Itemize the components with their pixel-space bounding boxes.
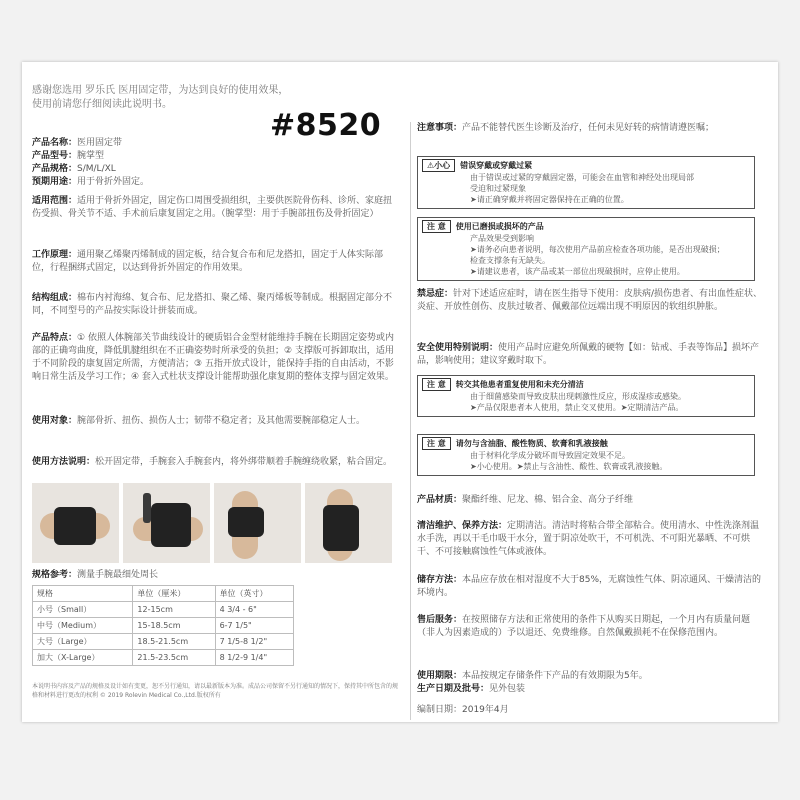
size-ref-value: 测量手腕最细处周长 — [77, 570, 159, 580]
size-ref-label: 规格参考： — [32, 570, 78, 580]
compiled-date: 编制日期：2019年4月 — [417, 705, 509, 715]
product-name-label: 产品名称： — [32, 138, 78, 148]
table-row — [33, 602, 294, 618]
size-table — [32, 585, 294, 666]
notice-tag: 注 意 — [422, 378, 451, 391]
cleaning-label: 清洁维护、保养方法： — [417, 521, 508, 531]
scope-value: 适用于骨折外固定，固定伤口周围受损组织，主要供医院骨伤科、诊所、家庭扭伤受损、骨关节不适、手术前后康复固定之用。（腕掌型：用于手腕部扭伤及骨折固定） — [32, 196, 393, 219]
caution-box-line: ➤请务必向患者说明，每次使用产品前应检查各项功能，是否出现破损； — [470, 245, 725, 254]
caution-box-4 — [417, 434, 755, 476]
caution-box-line: 产品效果受到影响 — [470, 234, 534, 243]
expiry-value: 本品按规定存储条件下产品的有效期限为5年。 — [462, 671, 648, 681]
caution-box-3 — [417, 375, 755, 417]
size-cell: 12-15cm — [133, 602, 215, 618]
size-cell: 4 3/4 - 6" — [215, 602, 293, 618]
caution-box-line: 由于错误或过紧的穿戴固定器，可能会在血管和神经处出现局部 — [470, 173, 694, 182]
size-cell: 小号（Small） — [33, 602, 133, 618]
intro-line-1: 感谢您选用 罗乐氏 医用固定带，为达到良好的使用效果， — [32, 85, 289, 96]
caution-box-title: 转交其他患者重复使用和未充分清洁 — [455, 380, 584, 389]
usage-photo-2 — [123, 483, 210, 563]
principle-value: 通用聚乙烯聚丙烯制成的固定板，结合复合布和尼龙搭扣，固定于人体实际部位，行程捆绑式固定，以达到骨折外固定的作用效果。 — [32, 250, 384, 273]
column-divider — [410, 122, 411, 720]
model-number: #8520 — [270, 108, 382, 143]
caution-box-line: 由于材料化学成分破坏而导致固定效果不足。 — [470, 451, 630, 460]
cleaning-section — [417, 520, 767, 559]
storage-value: 本品应存放在相对湿度不大于85%，无腐蚀性气体、阴凉通风、干燥清洁的环境内。 — [417, 575, 762, 598]
size-table-header — [33, 586, 294, 602]
after-sales-section — [417, 614, 767, 640]
safety-value: 使用产品时应避免所佩戴的硬物【如：钻戒、手表等饰品】损坏产品，影响使用；建议穿戴时取下。 — [417, 343, 760, 366]
after-sales-value: 在按照储存方法和正常使用的条件下从购买日期起，一个月内有质量问题（非人为因素造成的）予以退还、免费维修。自然佩戴损耗不在保修范围内。 — [417, 615, 751, 638]
size-cell: 6-7 1/5" — [215, 618, 293, 634]
expiry-section — [417, 670, 767, 696]
caution-box-line: ➤小心使用。➤禁止与含油性、酸性、软膏或乳液接触。 — [470, 462, 668, 471]
method-section — [32, 456, 394, 469]
features-label: 产品特点： — [32, 333, 78, 343]
footnote: 本说明书内容及产品的规格及设计如有变更，恕不另行通知，请以最新版本为准。成品公司保留不另行通知的情况下，保持其中所包含的规格和材料进行更改的权利 © 2019 Rolevin Medical Co.,Ltd.版权所有 — [32, 683, 399, 699]
intended-use-value: 用于骨折外固定。 — [77, 177, 150, 187]
structure-label: 结构组成： — [32, 293, 78, 303]
caution-box-title: 使用已磨损或损坏的产品 — [455, 222, 544, 231]
product-type-value: 腕掌型 — [77, 151, 105, 161]
material-value: 聚酯纤维、尼龙、棉、铝合金、高分子纤维 — [462, 495, 634, 505]
product-spec-value: S/M/L/XL — [77, 164, 116, 174]
caution-tag: ⚠小心 — [422, 159, 455, 172]
storage-label: 储存方法： — [417, 575, 463, 585]
features-value: ① 依照人体腕部关节曲线设计的硬质铝合金型材能维持手腕在长期固定姿势或内部的正确弯曲度，降低肌腱组织在不正确姿势时所承受的负担；② 支撑版可拆卸取出，适用于不同阶段的康复固定所需，方便清洁；③ 五指开放式设计，能保持手指的自由活动，不影响日常生活及学习工作；④ 套入式杜状支撑设计能帮助强化康复期的整体支撑与固定效果。 — [32, 333, 394, 382]
table-row — [33, 618, 294, 634]
scope-label: 适用范围： — [32, 196, 78, 206]
usage-photo-1 — [32, 483, 119, 563]
safety-label: 安全使用特别说明： — [417, 343, 499, 353]
size-cell: 加大（X-Large） — [33, 650, 133, 666]
cleaning-value: 定期清洁。清洁时将粘合带全部粘合。使用清水、中性洗涤剂温水手洗，再以干毛巾吸干水分，置于阴凉处吹干，不可机洗、不可阳光暴晒、不可烘干、不可接触腐蚀性气体或液体。 — [417, 521, 760, 557]
cautions-value: 产品不能替代医生诊断及治疗，任何未见好转的病情请遵医嘱； — [462, 123, 715, 133]
product-spec-label: 产品规格： — [32, 164, 78, 174]
product-type-label: 产品型号： — [32, 151, 78, 161]
material-section — [417, 494, 767, 507]
table-row — [33, 650, 294, 666]
caution-box-2 — [417, 217, 755, 281]
size-header-cell: 单位（厘米） — [133, 586, 215, 602]
scope-section — [32, 195, 394, 221]
caution-box-line: 由于细菌感染而导致皮肤出现刺激性反应，形成湿疹或感染。 — [470, 392, 686, 401]
contra-value: 针对下述适应症时，请在医生指导下使用：皮肤病/损伤患者、有出血性症状、炎症、开放性创伤、皮肤过敏者、佩戴部位远端出现不明原因的软组织肿胀。 — [417, 289, 763, 312]
after-sales-label: 售后服务： — [417, 615, 463, 625]
structure-value: 棉布内衬海绵、复合布、尼龙搭扣、聚乙烯、聚丙烯板等制成。根据固定部分不同，不同型号的产品按实际设计拼装而成。 — [32, 293, 393, 316]
caution-box-line: ➤请建议患者，该产品或某一部位出现破损时，应停止使用。 — [470, 267, 685, 276]
notice-tag: 注 意 — [422, 220, 451, 233]
caution-box-line: 检查支撑条有无缺失。 — [470, 256, 550, 265]
size-header-cell: 单位（英寸） — [215, 586, 293, 602]
caution-box-line: ➤产品仅限患者本人使用，禁止交叉使用。➤定期清洁产品。 — [470, 403, 684, 412]
caution-box-line: 受迫和过紧现象 — [470, 184, 526, 193]
product-basics — [32, 137, 272, 189]
usage-photo-4 — [305, 483, 392, 563]
size-cell: 18.5-21.5cm — [133, 634, 215, 650]
structure-section — [32, 292, 394, 318]
contra-label: 禁忌症： — [417, 289, 454, 299]
table-row — [33, 634, 294, 650]
material-label: 产品材质： — [417, 495, 463, 505]
size-cell: 7 1/5-8 1/2" — [215, 634, 293, 650]
cautions-label: 注意事项： — [417, 123, 463, 133]
caution-box-line: ➤请正确穿戴并将固定器保持在正确的位置。 — [470, 195, 629, 204]
principle-label: 工作原理： — [32, 250, 78, 260]
target-label: 使用对象： — [32, 416, 78, 426]
size-ref-section — [32, 569, 394, 582]
target-value: 腕部骨折、扭伤、损伤人士；韧带不稳定者；及其他需要腕部稳定人士。 — [77, 416, 366, 426]
caution-box-1 — [417, 156, 755, 209]
size-cell: 15-18.5cm — [133, 618, 215, 634]
caution-box-title: 错误穿戴或穿戴过紧 — [460, 161, 533, 170]
caution-box-title: 请勿与含油脂、酸性物质、软膏和乳液接触 — [455, 439, 608, 448]
intended-use-label: 预期用途： — [32, 177, 78, 187]
features-section — [32, 332, 394, 384]
size-cell: 中号（Medium） — [33, 618, 133, 634]
batch-label: 生产日期及批号： — [417, 684, 490, 694]
instruction-sheet — [22, 62, 778, 722]
usage-photos — [32, 483, 392, 563]
cautions-section — [417, 122, 767, 135]
safety-section — [417, 342, 767, 368]
method-value: 松开固定带，手腕套入手腕套内，将外绑带顺着手腕缠绕收紧，粘合固定。 — [95, 457, 393, 467]
method-label: 使用方法说明： — [32, 457, 96, 467]
usage-photo-3 — [214, 483, 301, 563]
notice-tag: 注 意 — [422, 437, 451, 450]
intro-text — [32, 84, 302, 112]
product-name-value: 医用固定带 — [77, 138, 123, 148]
batch-value: 见外包装 — [489, 684, 526, 694]
contra-section — [417, 288, 767, 314]
size-cell: 8 1/2-9 1/4" — [215, 650, 293, 666]
size-cell: 21.5-23.5cm — [133, 650, 215, 666]
size-cell: 大号（Large） — [33, 634, 133, 650]
size-header-cell: 规格 — [33, 586, 133, 602]
principle-section — [32, 249, 394, 275]
target-section — [32, 415, 394, 428]
expiry-label: 使用期限： — [417, 671, 463, 681]
intro-line-2: 使用前请您仔细阅读此说明书。 — [32, 99, 172, 110]
storage-section — [417, 574, 767, 600]
